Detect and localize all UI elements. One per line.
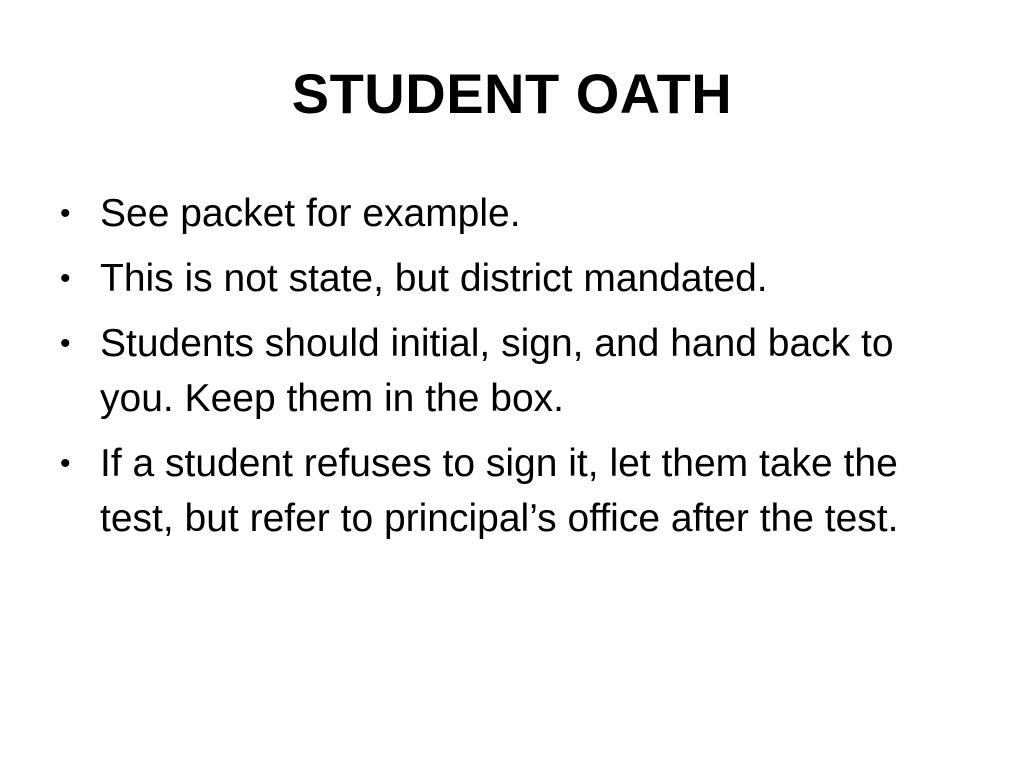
- bullet-dot-icon: •: [60, 327, 71, 360]
- bullet-text: If a student refuses to sign it, let them take the test, but refer to principal’s office after the test.: [100, 442, 899, 540]
- bullet-item: [56, 316, 976, 426]
- bullet-dot-icon: •: [60, 262, 71, 295]
- bullet-text: Students should initial, sign, and hand back to you. Keep them in the box.: [100, 322, 894, 420]
- bullet-text: See packet for example.: [100, 192, 521, 235]
- bullet-text: This is not state, but district mandated.: [100, 257, 768, 300]
- bullet-dot-icon: •: [60, 447, 71, 480]
- bullet-item: [56, 186, 976, 241]
- bullet-item: [56, 436, 976, 546]
- slide-title: STUDENT OATH: [291, 62, 733, 125]
- bullet-list: [56, 186, 976, 556]
- bullet-item: [56, 251, 976, 306]
- bullet-dot-icon: •: [60, 197, 71, 230]
